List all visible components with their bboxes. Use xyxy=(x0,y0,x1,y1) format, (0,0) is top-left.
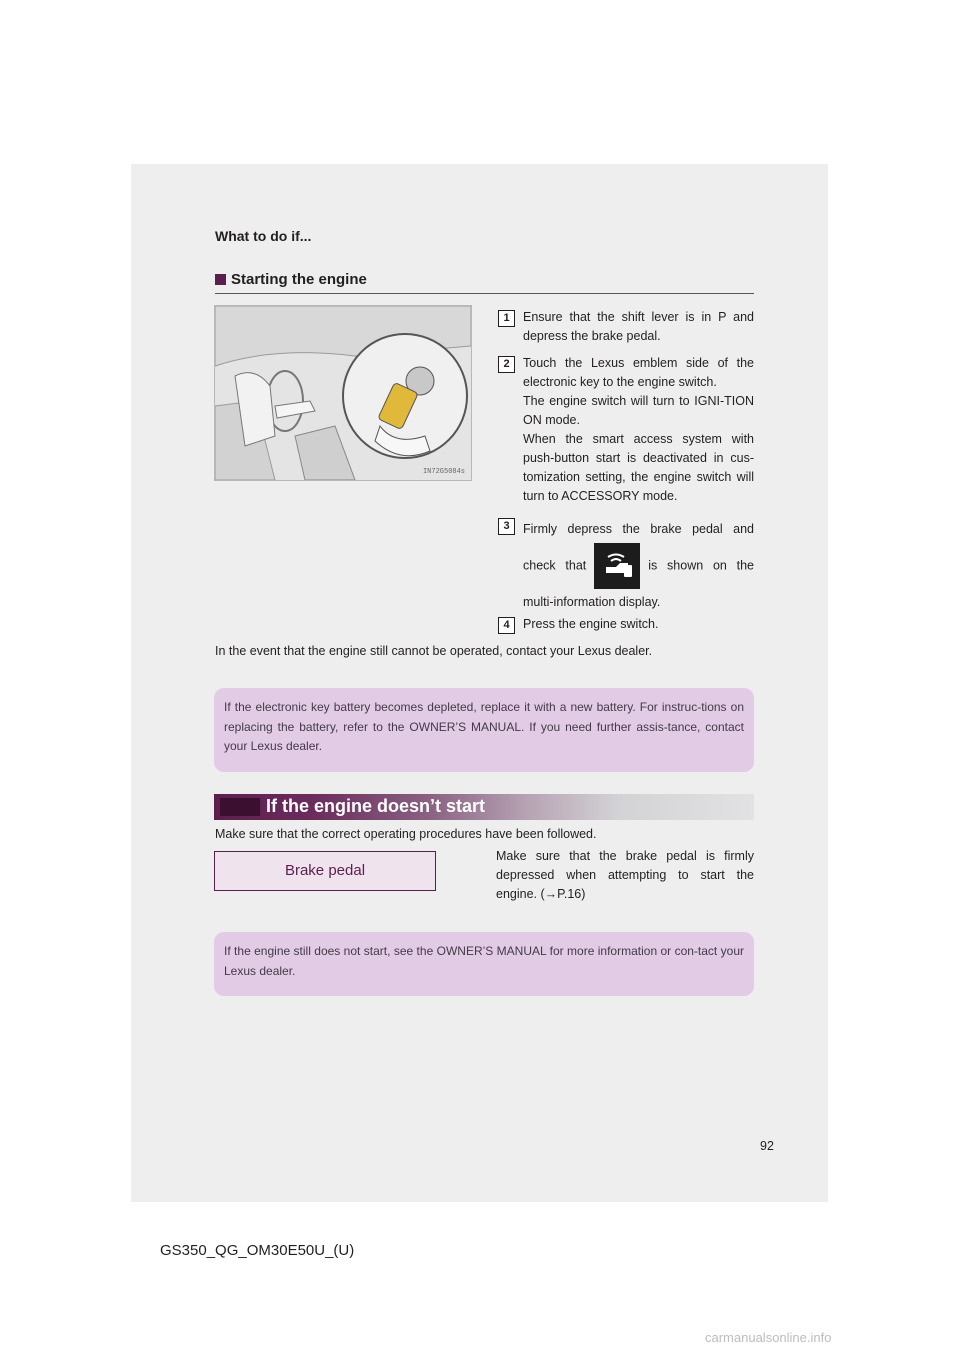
step-text: Touch the Lexus emblem side of the electronic key to the engine switch. xyxy=(523,356,754,389)
step-text: When the smart access system with push-button start is deactivated in cus-tomization setting, the engine switch will turn to ACCESSORY mode. xyxy=(523,432,754,503)
step-text: The engine switch will turn to IGNI-TION ON mode. xyxy=(523,394,754,427)
illustration-code: IN72G5084s xyxy=(422,468,465,476)
step-number: 4 xyxy=(498,617,515,634)
running-header: What to do if... xyxy=(215,228,312,244)
step-text: Firmly depress the brake pedal and check that xyxy=(523,522,754,573)
step-text: Ensure that the shift lever is in P and depress the brake pedal. xyxy=(523,310,754,343)
step-number: 1 xyxy=(498,310,515,327)
step-1 xyxy=(498,308,754,346)
document-code: GS350_QG_OM30E50U_(U) xyxy=(160,1242,355,1259)
section-heading xyxy=(215,271,754,294)
illustration-drawing xyxy=(215,306,471,480)
section-title: Starting the engine xyxy=(231,271,367,288)
banner-title: If the engine doesn’t start xyxy=(266,796,486,816)
procedure-text: Make sure that the correct operating procedures have been followed. xyxy=(215,827,597,841)
step-3 xyxy=(498,516,754,616)
key-brake-indicator-icon xyxy=(594,543,640,589)
key-to-switch-illustration xyxy=(214,305,472,481)
page-number: 92 xyxy=(760,1139,774,1153)
banner-block xyxy=(220,798,260,816)
step-text: is shown on the multi-information display. xyxy=(523,558,754,609)
dealer-note: If the engine still does not start, see the OWNER’S MANUAL for more information or con-tact your Lexus dealer. xyxy=(214,932,754,996)
step-number: 3 xyxy=(498,518,515,535)
section-square-icon xyxy=(215,274,226,285)
step-2 xyxy=(498,354,754,506)
step-number: 2 xyxy=(498,356,515,373)
section-banner xyxy=(214,794,754,820)
battery-note: If the electronic key battery becomes depleted, replace it with a new battery. For instruc-tions on replacing the battery, refer to the OWNER’S MANUAL. If you need further assis-tance, contact your Lexus dealer. xyxy=(214,688,754,772)
step-text: Press the engine switch. xyxy=(523,617,659,631)
watermark: carmanualsonline.info xyxy=(705,1330,832,1345)
cannot-operate-text: In the event that the engine still cannot be operated, contact your Lexus dealer. xyxy=(215,644,653,658)
brake-pedal-text: Make sure that the brake pedal is firmly depressed when attempting to start the engine. (→P.16) xyxy=(496,849,754,901)
step-4 xyxy=(498,615,754,634)
brake-pedal-label: Brake pedal xyxy=(214,851,436,891)
